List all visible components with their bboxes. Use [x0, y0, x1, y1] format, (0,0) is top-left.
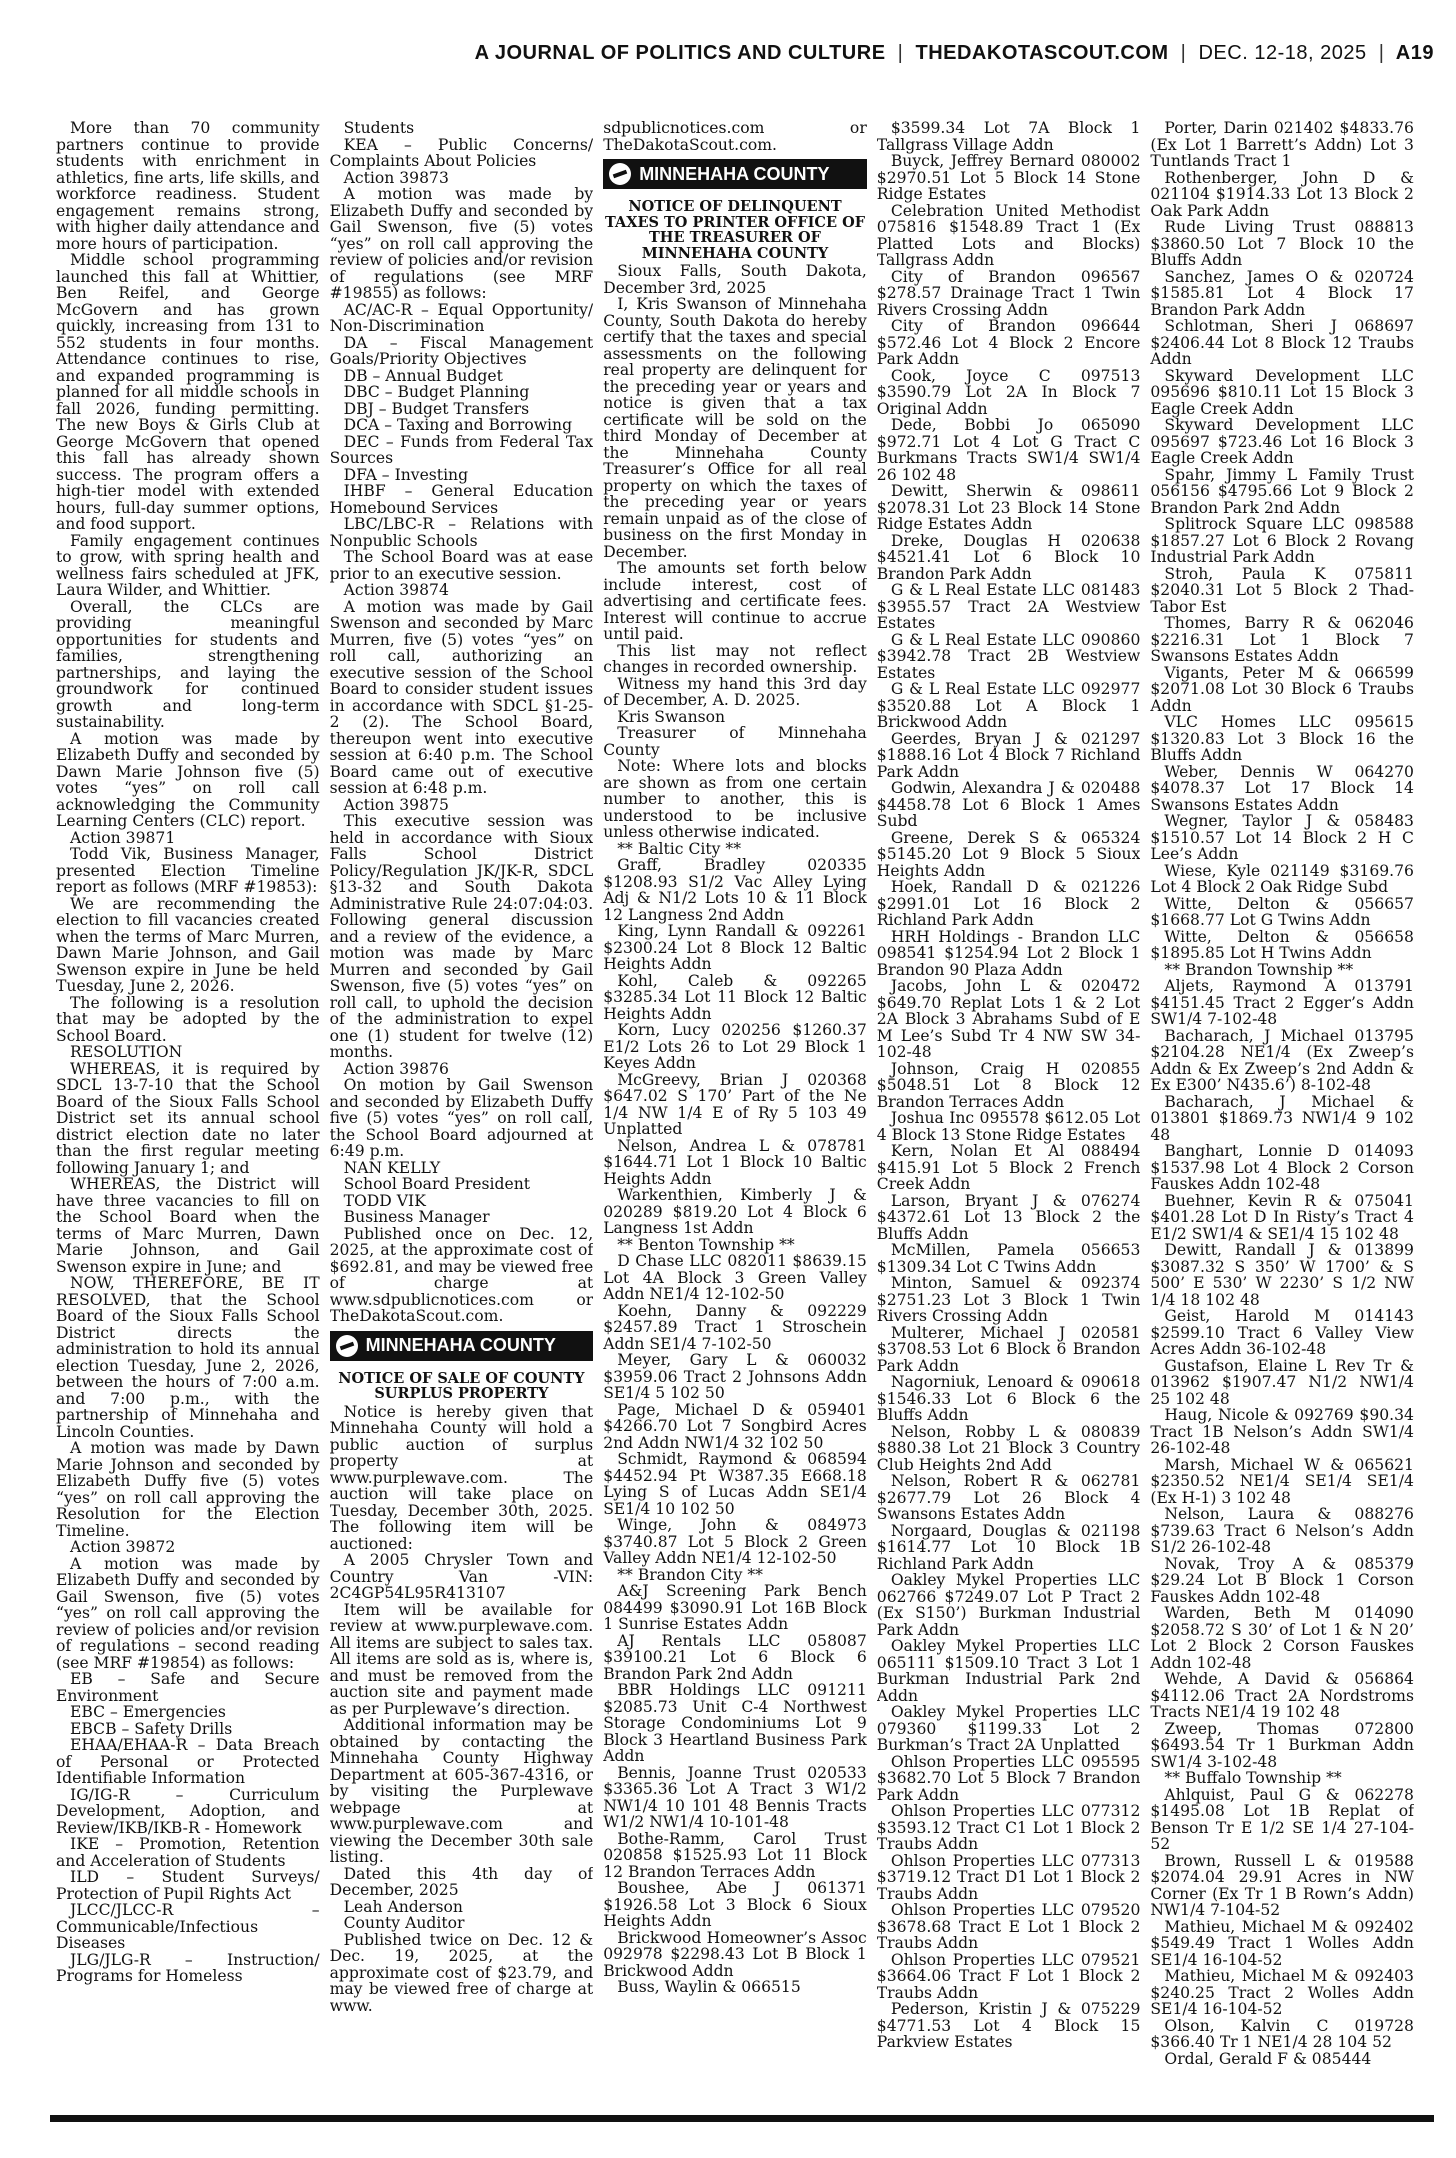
listing-entry: Kohl, Caleb & 092265 $3285.34 Lot 11 Block 12 Baltic Heights Addn — [603, 971, 867, 1023]
listing-entry: Pederson, Kristin J & 075229 $4771.53 Lot 4 Block 15 Parkview Estates — [876, 2000, 1141, 2051]
listing-entry: BBR Holdings LLC 091211 $2085.73 Unit C-4 Northwest Storage Condominiums Lot 9 Block 3 Heartland Business Park Addn — [603, 1681, 867, 1765]
paragraph: The following is a resolution that may be adopted by the School Board. — [56, 993, 320, 1045]
listing-entry: Sanchez, James O & 020724 $1585.81 Lot 4 Block 17 Brandon Park Addn — [1150, 267, 1414, 319]
paragraph: AC/AC-R – Equal Opportunity/ Non-Discrimination — [329, 300, 594, 335]
listing-entry: D Chase LLC 082011 $8639.15 Lot 4A Block 3 Green Valley Addn NE1/4 12-102-50 — [603, 1252, 867, 1303]
listing-entry: Thomes, Barry R & 062046 $2216.31 Lot 1 Block 7 Swansons Estates Addn — [1150, 614, 1414, 665]
listing-entry: Rothenberger, John D & 021104 $1914.33 Lot 13 Block 2 Oak Park Addn — [1150, 168, 1414, 220]
paragraph: This executive session was held in accordance with Sioux Falls School District Policy/Regulation JK/JK-R, SDCL §13-32 and South Dakota Administrative Rule 24:07:04:03. Following general discussion and a review of the evidence, a motion was made by Marc Murren and seconded by Gail Swenson, five (5) votes “yes” on roll call, to uphold the decision of the administration to expel one (1) student for twelve (12) months. — [329, 812, 594, 1061]
listing-entry: Skyward Development LLC 095697 $723.46 Lot 16 Block 3 Eagle Creek Addn — [1150, 416, 1414, 467]
paragraph: DFA – Investing — [343, 465, 469, 484]
listing-entry: Oakley Mykel Properties LLC 062766 $7249.07 Lot P Tract 2 (Ex S150’) Burkman Industrial Park Addn — [876, 1571, 1141, 1639]
paragraph: IG/IG-R – Curriculum Development, Adoption, and Review/IKB/IKB-R - Homework — [56, 1785, 320, 1837]
listing-entry: Geist, Harold M 014143 $2599.10 Tract 6 Valley View Acres Addn 36-102-48 — [1150, 1307, 1414, 1358]
paragraph: A motion was made by Elizabeth Duffy and seconded by Gail Swenson, five (5) votes “yes” on roll call approving the review of policies and/or revision of regulations (see MRF #19855) as follows: — [329, 185, 594, 302]
column-3 — [603, 120, 867, 2105]
paragraph: DA – Fiscal Management Goals/Priority Objectives — [329, 333, 594, 368]
listing-entry: Bothe-Ramm, Carol Trust 020858 $1525.93 Lot 11 Block 12 Brandon Terraces Addn — [603, 1829, 867, 1881]
listing-entry: ** Brandon Township ** — [1164, 960, 1354, 979]
paragraph: Business Manager — [343, 1208, 490, 1226]
listing-entry: Hoek, Randall D & 021226 $2991.01 Lot 16 Block 2 Richland Park Addn — [876, 878, 1141, 929]
paragraph: DBC – Budget Planning — [343, 383, 530, 401]
listing-entry: Wiese, Kyle 021149 $3169.76 Lot 4 Block 2 Oak Ridge Subd — [1150, 861, 1414, 896]
listing-entry: Witte, Delton & 056658 $1895.85 Lot H Twins Addn — [1150, 927, 1414, 962]
paragraph: Notice is hereby given that Minnehaha County will hold a public auction of surplus property at www.purplewave.com. The auction will take place on Tuesday, December 30th, 2025. The following item will be auctioned: — [329, 1402, 594, 1553]
listing-entry: Nelson, Laura & 088276 $739.63 Tract 6 Nelson’s Addn S1/2 26-102-48 — [1150, 1505, 1414, 1556]
listing-entry: McGreevy, Brian J 020368 $647.02 S 170’ Part of the Ne 1/4 NW 1/4 E of Ry 5 103 49 Unplatted — [603, 1070, 867, 1138]
listing-entry: Stroh, Paula K 075811 $2040.31 Lot 5 Block 2 Thad-Tabor Est — [1150, 564, 1414, 616]
listing-entry: Meyer, Gary L & 060032 $3959.06 Tract 2 Johnsons Addn SE1/4 5 102 50 — [603, 1351, 867, 1402]
listing-entry: A&J Screening Park Bench 084499 $3090.91 Lot 16B Block 1 Sunrise Estates Addn — [603, 1582, 867, 1633]
paragraph: NAN KELLY — [343, 1158, 441, 1177]
listing-entry: Ohlson Properties LLC 079520 $3678.68 Tract E Lot 1 Block 2 Traubs Addn — [876, 1901, 1141, 1952]
listing-entry: Ordal, Gerald F & 085444 — [1164, 2049, 1372, 2068]
paragraph: County Auditor — [343, 1914, 465, 1932]
listing-entry: McMillen, Pamela 056653 $1309.34 Lot C Twins Addn — [876, 1241, 1141, 1276]
paragraph: JLCC/JLCC-R – Communicable/Infectious Diseases — [56, 1901, 320, 1952]
listing-entry: Nelson, Robert R & 062781 $2677.79 Lot 26 Block 4 Swansons Estates Addn — [876, 1472, 1141, 1523]
paragraph: Todd Vik, Business Manager, presented Election Timeline report as follows (MRF #19853): — [56, 845, 320, 896]
listing-entry: Porter, Darin 021402 $4833.76 (Ex Lot 1 Barrett’s Addn) Lot 3 Tuntlands Tract 1 — [1150, 120, 1414, 170]
listing-entry: Graff, Bradley 020335 $1208.93 S1/2 Vac Alley Lying Adj & N1/2 Lots 10 & 11 Block 12 Langness 2nd Addn — [603, 856, 867, 924]
listing-entry: Haug, Nicole & 092769 $90.34 Tract 1B Nelson’s Addn SW1/4 26-102-48 — [1150, 1406, 1414, 1457]
listing-entry: VLC Homes LLC 095615 $1320.83 Lot 3 Block 16 the Bluffs Addn — [1150, 713, 1414, 764]
listing-entry: Mathieu, Michael M & 092403 $240.25 Tract 2 Wolles Addn SE1/4 16-104-52 — [1150, 1967, 1414, 2018]
issue-dates: DEC. 12-18, 2025 — [1198, 42, 1367, 64]
listing-entry: The amounts set forth below include interest, cost of advertising and certificate fees. Interest will continue to accrue until paid. — [603, 559, 867, 643]
listing-entry: Dewitt, Randall J & 013899 $3087.32 S 350’ W 1700’ & S 500’ E 530’ W 2230’ S 1/2 NW 1/4 18 102 48 — [1150, 1241, 1414, 1309]
listing-entry: Godwin, Alexandra J & 020488 $4458.78 Lot 6 Block 1 Ames Subd — [876, 779, 1141, 830]
paragraph: School Board President — [343, 1175, 531, 1193]
listing-entry: G & L Real Estate LLC 092977 $3520.88 Lot A Block 1 Brickwood Addn — [876, 680, 1141, 731]
listing-entry: Multerer, Michael J 020581 $3708.53 Lot 6 Block 6 Brandon Park Addn — [876, 1323, 1141, 1375]
listing-entry: Ahlquist, Paul G & 062278 $1495.08 Lot 1B Replat of Benson Tr E 1/2 SE 1/4 27-104-52 — [1150, 1785, 1414, 1853]
paragraph: Additional information may be obtained by contacting the Minnehaha County Highway Department at 605-367-4316, or by visiting the Purplewave webpage at www.purplewave.com and viewing the December 30th sale listing. — [329, 1716, 594, 1866]
listing-entry: ** Buffalo Township ** — [1164, 1769, 1342, 1787]
listing-entry: Norgaard, Douglas & 021198 $1614.77 Lot 10 Block 1B Richland Park Addn — [876, 1521, 1141, 1573]
paragraph: DCA – Taxing and Borrowing — [343, 416, 573, 434]
listing-entry: Minton, Samuel & 092374 $2751.23 Lot 3 Block 1 Twin Rivers Crossing Addn — [876, 1274, 1141, 1325]
paragraph: Action 39872 — [70, 1538, 176, 1556]
listing-entry: City of Brandon 096567 $278.57 Drainage Tract 1 Twin Rivers Crossing Addn — [876, 267, 1141, 319]
listing-entry: Vigants, Peter M & 066599 $2071.08 Lot 30 Block 6 Traubs Addn — [1150, 663, 1414, 715]
listing-entry: Aljets, Raymond A 013791 $4151.45 Tract 2 Egger’s Addn SW1/4 7-102-48 — [1150, 977, 1414, 1028]
listing-entry: Ohlson Properties LLC 077312 $3593.12 Tract C1 Lot 1 Block 2 Traubs Addn — [876, 1802, 1141, 1853]
listing-entry: Buehner, Kevin R & 075041 $401.28 Lot D In Risty’s Tract 4 E1/2 SW1/4 & SE1/4 15 102 48 — [1150, 1191, 1414, 1243]
paragraph: Leah Anderson — [343, 1897, 463, 1916]
listing-entry: Korn, Lucy 020256 $1260.37 E1/2 Lots 26 to Lot 29 Block 1 Keyes Addn — [603, 1021, 867, 1072]
listing-entry: Bacharach, J Michael 013795 $2104.28 NE1/4 (Ex Zweep’s Addn & Ex Zweep’s 2nd Addn & Ex E300’ N435.6’) 8-102-48 — [1150, 1026, 1414, 1094]
column-4 — [877, 120, 1141, 2105]
county-badge — [330, 1331, 594, 1361]
listing-entry: ** Benton Township ** — [617, 1235, 795, 1254]
listing-entry: Nelson, Andrea L & 078781 $1644.71 Lot 1 Block 10 Baltic Heights Addn — [603, 1136, 867, 1188]
paragraph: EBCB – Safety Drills — [70, 1719, 233, 1738]
paragraph: A motion was made by Gail Swenson and seconded by Marc Murren, five (5) votes “yes” on roll call, authorizing an executive session of the School Board to consider student issues in accordance with SDCL §1-25-2 (2). The School Board, thereupon went into executive session at 6:40 p.m. The School Board came out of executive session at 6:48 p.m. — [329, 597, 594, 797]
paragraph: DBJ – Budget Transfers — [343, 399, 530, 418]
masthead: A JOURNAL OF POLITICS AND CULTURE | THEDAKOTASCOUT.COM | DEC. 12-18, 2025 | A19 — [474, 42, 1434, 64]
listing-entry: Wegner, Taylor J & 058483 $1510.57 Lot 14 Block 2 H C Lee’s Addn — [1150, 812, 1414, 863]
paragraph: Overall, the CLCs are providing meaningful opportunities for students and families, strengthening partnerships, and laying the groundwork for continued growth and long-term sustainability. — [56, 597, 320, 731]
paragraph: LBC/LBC-R – Relations with Nonpublic Schools — [329, 515, 594, 550]
listing-entry: ** Brandon City ** — [617, 1565, 763, 1584]
county-logo-icon — [609, 163, 631, 185]
paragraph: Action 39871 — [70, 828, 176, 847]
paragraph: More than 70 community partners continue to provide students with enrichment in athletics, fine arts, life skills, and workforce readiness. Student engagement remains strong, with higher daily attendance and more hours of participation. — [56, 120, 320, 253]
county-badge-label: MINNEHAHA COUNTY — [639, 163, 830, 184]
listing-entry: Wehde, A David & 056864 $4112.06 Tract 2A Nordstroms Tracts NE1/4 19 102 48 — [1150, 1670, 1414, 1721]
listing-entry: Buyck, Jeffrey Bernard 080002 $2970.51 Lot 5 Block 14 Stone Ridge Estates — [876, 152, 1141, 203]
listing-entry: Gustafson, Elaine L Rev Tr & 013962 $1907.47 N1/2 NW1/4 25 102 48 — [1150, 1356, 1414, 1408]
paragraph: ILD – Student Surveys/ Protection of Pupil Rights Act — [56, 1868, 320, 1903]
paragraph: Published twice on Dec. 12 & Dec. 19, 2025, at the approximate cost of $23.79, and may be viewed free of charge at www. — [329, 1930, 594, 2015]
listing-entry: HRH Holdings - Brandon LLC 098541 $1254.94 Lot 2 Block 1 Brandon 90 Plaza Addn — [876, 927, 1141, 979]
county-logo-icon — [336, 1335, 358, 1357]
listing-entry: Bennis, Joanne Trust 020533 $3365.36 Lot A Tract 3 W1/2 NW1/4 10 101 48 Bennis Tracts W1/2 NW1/4 10-101-48 — [603, 1763, 867, 1831]
paragraph: The School Board was at ease prior to an executive session. — [329, 548, 594, 583]
listing-entry: Note: Where lots and blocks are shown as from one certain number to another, this is understood to be inclusive unless otherwise indicated. — [603, 757, 867, 841]
listing-entry: Geerdes, Bryan J & 021297 $1888.16 Lot 4 Block 7 Richland Park Addn — [876, 729, 1141, 781]
listing-entry: Banghart, Lonnie D 014093 $1537.98 Lot 4 Block 2 Corson Fauskes Addn 102-48 — [1150, 1142, 1414, 1193]
paragraph: Family engagement continues to grow, with spring health and wellness fairs scheduled at JFK, Laura Wilder, and Whittier. — [56, 531, 320, 599]
paragraph: KEA – Public Concerns/ Complaints About Policies — [329, 135, 594, 170]
paragraph: NOW, THEREFORE, BE IT RESOLVED, that the School Board of the Sioux Falls School District directs the administration to hold its annual election Tuesday, June 2, 2026, between the hours of 7:00 a.m. and 7:00 p.m., with the partnership of Minnehaha and Lincoln Counties. — [56, 1274, 320, 1441]
paragraph: Action 39876 — [343, 1059, 449, 1078]
listing-entry: Olson, Kalvin C 019728 $366.40 Tr 1 NE1/4 28 104 52 — [1150, 2016, 1414, 2051]
paragraph: DB – Annual Budget — [343, 366, 503, 385]
listing-entry: This list may not reflect changes in recorded ownership. — [603, 641, 867, 676]
paragraph: TODD VIK — [343, 1191, 426, 1210]
listing-entry: Cook, Joyce C 097513 $3590.79 Lot 2A In Block 7 Original Addn — [876, 366, 1141, 418]
listing-entry: Bacharach, J Michael & 013801 $1869.73 NW1/4 9 102 48 — [1150, 1092, 1414, 1144]
column-2-body — [330, 120, 594, 1325]
paragraph: JLG/JLG-R – Instruction/ Programs for Homeless — [56, 1950, 320, 1985]
paragraph: RESOLUTION — [70, 1043, 183, 1061]
notice-title: NOTICE OF SALE OF COUNTY SURPLUS PROPERTY — [338, 1369, 585, 1402]
paragraph: Action 39875 — [343, 795, 449, 814]
listing-entry: Joshua Inc 095578 $612.05 Lot 4 Block 13 Stone Ridge Estates — [876, 1109, 1141, 1144]
paragraph: Students — [343, 120, 415, 137]
paragraph: A motion was made by Elizabeth Duffy and seconded by Gail Swenson, five (5) votes “yes” on roll call approving the review of policies and/or revision of regulations – second reading (see MRF #19854) as follows: — [56, 1554, 320, 1672]
paragraph: A motion was made by Dawn Marie Johnson and seconded by Elizabeth Duffy five (5) votes “yes” on roll call approving the Resolution for the Election Timeline. — [56, 1439, 320, 1540]
listing-entry: Dreke, Douglas H 020638 $4521.41 Lot 6 Block 10 Brandon Park Addn — [876, 531, 1141, 583]
listing-entry: Warden, Beth M 014090 $2058.72 S 30’ of Lot 1 & N 20’ Lot 2 Block 2 Corson Fauskes Addn 102-48 — [1150, 1604, 1414, 1672]
listing-entry: G & L Real Estate LLC 081483 $3955.57 Tract 2A Westview Estates — [876, 581, 1141, 632]
paragraph: On motion by Gail Swenson and seconded by Elizabeth Duffy five (5) votes “yes” on roll call, the School Board adjourned at 6:49 p.m. — [329, 1076, 594, 1160]
paragraph: Middle school programming launched this fall at Whittier, Ben Reifel, and George McGovern and has grown quickly, increasing from 131 to 552 students in four months. Attendance continues to rise, and expanded programming is planned for all middle schools in fall 2026, funding permitting. The new Boys & Girls Club at George McGovern that opened this fall has already shown success. The program offers a high-tier model with extended hours, full-day summer options, and food support. — [56, 251, 320, 533]
column-2 — [330, 120, 594, 2105]
listing-entry: Brickwood Homeowner’s Assoc 092978 $2298.43 Lot B Block 1 Brickwood Addn — [603, 1928, 867, 1980]
listing-entry: Treasurer of Minnehaha County — [603, 724, 867, 759]
listing-entry: Boushee, Abe J 061371 $1926.58 Lot 3 Block 6 Sioux Heights Addn — [603, 1879, 867, 1930]
paragraph: A motion was made by Elizabeth Duffy and seconded by Dawn Marie Johnson five (5) votes “yes” on roll call acknowledging the Community Learning Centers (CLC) report. — [56, 729, 320, 830]
county-badge — [603, 159, 867, 189]
listing-entry: Celebration United Methodist 075816 $1548.89 Tract 1 (Ex Platted Lots and Blocks) Tallgrass Addn — [876, 201, 1141, 269]
listing-entry: Schmidt, Raymond & 068594 $4452.94 Pt W387.35 E668.18 Lying S of Lucas Addn SE1/4 SE1/4 10 102 50 — [603, 1450, 867, 1518]
delinquent-tax-notice-body — [603, 263, 867, 1996]
listing-entry: Brown, Russell L & 019588 $2074.04 29.91 Acres in NW Corner (Ex Tr 1 B Rown’s Addn) NW1/4 7-104-52 — [1150, 1851, 1414, 1919]
listing-entry: Zweep, Thomas 072800 $6493.54 Tr 1 Burkman Addn SW1/4 3-102-48 — [1150, 1719, 1414, 1771]
listing-entry: King, Lynn Randall & 092261 $2300.24 Lot 8 Block 12 Baltic Heights Addn — [603, 922, 867, 973]
listing-entry: Skyward Development LLC 095696 $810.11 Lot 15 Block 3 Eagle Creek Addn — [1150, 366, 1414, 418]
paragraph: WHEREAS, it is required by SDCL 13-7-10 that the School Board of the Sioux Falls School District set its annual school district election date no later than the first regular meeting following January 1; and — [56, 1059, 320, 1177]
listing-entry: Witte, Delton & 056657 $1668.77 Lot G Twins Addn — [1150, 894, 1414, 929]
paragraph: EHAA/EHAA-R – Data Breach of Personal or Protected Identifiable Information — [56, 1736, 320, 1787]
paragraph: Item will be available for review at www.purplewave.com. All items are subject to sales tax. All items are sold as is, where is, and must be removed from the auction site and payment made as per Purplewave’s direction. — [329, 1600, 594, 1718]
listing-entry: Greene, Derek S & 065324 $5145.20 Lot 9 Block 5 Sioux Heights Addn — [876, 828, 1141, 880]
listing-entry: Jacobs, John L & 020472 $649.70 Replat Lots 1 & 2 Lot 2A Block 3 Abrahams Subd of E M Lee’s Subd Tr 4 NW SW 34-102-48 — [876, 977, 1141, 1061]
listing-entry: Weber, Dennis W 064270 $4078.37 Lot 17 Block 14 Swansons Estates Addn — [1150, 762, 1414, 814]
listing-entry: Nelson, Robby L & 080839 $880.38 Lot 21 Block 3 Country Club Heights 2nd Add — [876, 1422, 1141, 1474]
listing-entry: Dede, Bobbi Jo 065090 $972.71 Lot 4 Lot G Tract C Burkmans Tracts SW1/4 SW1/4 26 102 48 — [876, 416, 1141, 484]
listing-entry: I, Kris Swanson of Minnehaha County, South Dakota do hereby certify that the taxes and special assessments on the following real property are delinquent for the preceding year or years and notice is given that a tax certificate will be sold on the third Monday of December at the Minnehaha County Treasurer’s Office for all real property on which the taxes of the preceding year or years remain unpaid as of the close of business on the first Monday in December. — [603, 295, 867, 561]
paragraph: EBC – Emergencies — [70, 1703, 226, 1721]
listing-entry: $3599.34 Lot 7A Block 1 Tallgrass Village Addn — [876, 120, 1141, 154]
county-badge-label: MINNEHAHA COUNTY — [365, 1335, 556, 1356]
paragraph: WHEREAS, the District will have three vacancies to fill on the School Board when the terms of Marc Murren, Dawn Marie Johnson, and Gail Swenson expire in June; and — [56, 1175, 320, 1276]
paragraph: EB – Safe and Secure Environment — [56, 1670, 320, 1705]
listing-entry: Splitrock Square LLC 098588 $1857.27 Lot 6 Block 2 Rovang Industrial Park Addn — [1150, 515, 1414, 566]
listing-entry: Johnson, Craig H 020855 $5048.51 Lot 8 Block 12 Brandon Terraces Addn — [876, 1059, 1141, 1111]
listing-entry: ** Baltic City ** — [617, 839, 742, 858]
surplus-notice-body — [330, 1404, 594, 2015]
paragraph: Action 39874 — [343, 581, 449, 599]
page-number: A19 — [1395, 42, 1434, 64]
listing-entry: City of Brandon 096644 $572.46 Lot 4 Block 2 Encore Park Addn — [876, 317, 1141, 368]
listing-entry: Schlotman, Sheri J 068697 $2406.44 Lot 8 Block 12 Traubs Addn — [1150, 317, 1414, 368]
paragraph: A 2005 Chrysler Town and Country Van -VIN: 2C4GP54L95R413107 — [329, 1551, 594, 1602]
paragraph: IKE – Promotion, Retention and Acceleration of Students — [56, 1835, 320, 1870]
paragraph: Dated this 4th day of December, 2025 — [329, 1864, 594, 1899]
listing-entry: Larson, Bryant J & 076274 $4372.61 Lot 13 Block 2 the Bluffs Addn — [876, 1191, 1141, 1243]
paragraph: DEC – Funds from Federal Tax Sources — [329, 432, 594, 467]
journal-name: A JOURNAL OF POLITICS AND CULTURE — [474, 42, 886, 64]
listing-entry: Winge, John & 084973 $3740.87 Lot 5 Block 2 Green Valley Addn NE1/4 12-102-50 — [603, 1516, 867, 1567]
listing-entry: Novak, Troy A & 085379 $29.24 Lot B Block 1 Corson Fauskes Addn 102-48 — [1150, 1554, 1414, 1606]
listing-entry: Mathieu, Michael M & 092402 $549.49 Tract 1 Wolles Addn SE1/4 16-104-52 — [1150, 1917, 1414, 1969]
listing-entry: Oakley Mykel Properties LLC 065111 $1509.10 Tract 3 Lot 1 Burkman Industrial Park 2nd Addn — [876, 1637, 1141, 1705]
listing-entry: Page, Michael D & 059401 $4266.70 Lot 7 Songbird Acres 2nd Addn NW1/4 32 102 50 — [603, 1400, 867, 1452]
bottom-rule — [50, 2115, 1434, 2122]
listing-entry: AJ Rentals LLC 058087 $39100.21 Lot 6 Block 6 Brandon Park 2nd Addn — [603, 1631, 867, 1683]
listing-entry: Koehn, Danny & 092229 $2457.89 Tract 1 Stroschein Addn SE1/4 7-102-50 — [603, 1301, 867, 1353]
listing-entry: Kern, Nolan Et Al 088494 $415.91 Lot 5 Block 2 French Creek Addn — [876, 1142, 1141, 1193]
listing-entry: Ohlson Properties LLC 095595 $3682.70 Lot 5 Block 7 Brandon Park Addn — [876, 1752, 1141, 1804]
column-5 — [1150, 120, 1414, 2105]
paragraph: Published once on Dec. 12, 2025, at the approximate cost of $692.81, and may be viewed free of charge at www.sdpublicnotices.com or TheDakotaScout.com. — [329, 1224, 594, 1325]
listing-entry: Nagorniuk, Lenoard & 090618 $1546.33 Lot 6 Block 6 the Bluffs Addn — [876, 1373, 1141, 1424]
listing-entry: G & L Real Estate LLC 090860 $3942.78 Tract 2B Westview Estates — [876, 630, 1141, 682]
listing-entry: Warkenthien, Kimberly J & 020289 $819.20 Lot 4 Block 6 Langness 1st Addn — [603, 1186, 867, 1237]
listing-entry: Sioux Falls, South Dakota, December 3rd, 2025 — [603, 262, 867, 297]
article-columns — [56, 120, 1414, 2105]
listing-entry: Ohlson Properties LLC 079521 $3664.06 Tract F Lot 1 Block 2 Traubs Addn — [876, 1950, 1141, 2002]
listing-entry: Buss, Waylin & 066515 — [617, 1978, 801, 1996]
listing-entry: Marsh, Michael W & 065621 $2350.52 NE1/4 SE1/4 SE1/4 (Ex H-1) 3 102 48 — [1150, 1455, 1414, 1507]
listing-entry: Spahr, Jimmy L Family Trust 056156 $4795.66 Lot 9 Block 2 Brandon Park 2nd Addn — [1150, 465, 1414, 517]
continued-text: sdpublicnotices.com or TheDakotaScout.com. — [603, 120, 867, 154]
listing-entry: Dewitt, Sherwin & 098611 $2078.31 Lot 23 Block 14 Stone Ridge Estates Addn — [876, 482, 1141, 533]
paragraph: IHBF – General Education Homebound Services — [329, 482, 594, 517]
paragraph: We are recommending the election to fill vacancies created when the terms of Marc Murren, Dawn Marie Johnson, and Gail Swenson expire in June be held Tuesday, June 2, 2026. — [56, 894, 320, 995]
listing-entry: Kris Swanson — [617, 707, 726, 726]
notice-title: NOTICE OF DELINQUENT TAXES TO PRINTER OFFICE OF THE TREASURER OF MINNEHAHA COUNTY — [604, 198, 865, 262]
site-name: THEDAKOTASCOUT.COM — [915, 42, 1169, 64]
listing-entry: Oakley Mykel Properties LLC 079360 $1199.33 Lot 2 Burkman’s Tract 2A Unplatted — [876, 1703, 1141, 1754]
listing-entry: Ohlson Properties LLC 077313 $3719.12 Tract D1 Lot 1 Block 2 Traubs Addn — [876, 1851, 1141, 1903]
listing-entry: Witness my hand this 3rd day of December, A. D. 2025. — [603, 674, 867, 709]
listing-entry: Rude Living Trust 088813 $3860.50 Lot 7 Block 10 the Bluffs Addn — [1150, 218, 1414, 269]
column-1 — [56, 120, 320, 2105]
paragraph: Action 39873 — [343, 168, 449, 187]
